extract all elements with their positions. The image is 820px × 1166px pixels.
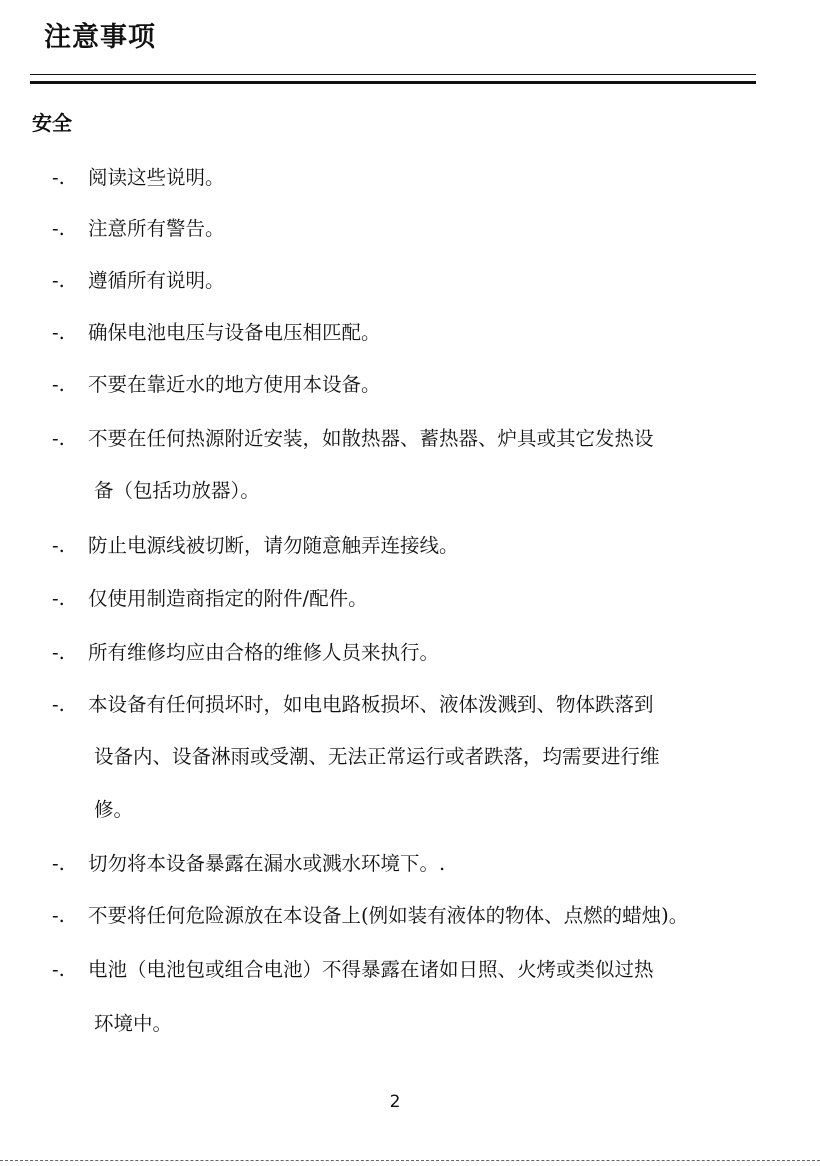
list-item (52, 370, 772, 400)
bullet-marker: -. (52, 641, 65, 664)
bullet-marker: -. (52, 166, 65, 189)
list-item-text: 所有维修均应由合格的维修人员来执行。 (88, 641, 440, 664)
list-item (52, 584, 772, 614)
bullet-marker: -. (52, 321, 65, 344)
bullet-marker: -. (52, 269, 65, 292)
list-item-text: 电池（电池包或组合电池）不得暴露在诸如日照、火烤或类似过热 (88, 958, 654, 981)
bullet-marker: -. (52, 217, 65, 240)
list-item (52, 424, 772, 454)
list-item-text: 不要在靠近水的地方使用本设备。 (88, 373, 381, 396)
bullet-marker: -. (52, 958, 65, 981)
list-item (52, 955, 772, 985)
list-item-text: 仅使用制造商指定的附件/配件。 (88, 587, 368, 610)
list-item-text: 确保电池电压与设备电压相匹配。 (88, 321, 381, 344)
list-item (52, 266, 772, 296)
list-item (52, 638, 772, 668)
bullet-marker: -. (52, 904, 65, 927)
bullet-marker: -. (52, 373, 65, 396)
list-item-text: 防止电源线被切断，请勿随意触弄连接线。 (88, 534, 459, 557)
list-item (52, 163, 772, 193)
list-item-text: 注意所有警告。 (88, 217, 225, 240)
list-item (52, 690, 772, 720)
bullet-marker: -. (52, 693, 65, 716)
list-item-text: 遵循所有说明。 (88, 269, 225, 292)
list-item (52, 214, 772, 244)
list-item-text: 阅读这些说明。 (88, 166, 225, 189)
list-item (52, 901, 772, 931)
bullet-marker: -. (52, 587, 65, 610)
list-item-text: 不要在任何热源附近安装，如散热器、蓄热器、炉具或其它发热设 (88, 427, 654, 450)
section-heading: 安全 (32, 111, 72, 135)
list-item (52, 318, 772, 348)
bullet-marker: -. (52, 427, 65, 450)
list-item-text: 本设备有任何损坏时，如电电路板损坏、液体泼溅到、物体跌落到 (88, 693, 654, 716)
bullet-marker: -. (52, 534, 65, 557)
list-item (52, 849, 772, 879)
page-bottom-edge (0, 1160, 820, 1161)
list-item (52, 531, 772, 561)
list-item-continuation: 修。 (94, 798, 134, 821)
list-item-text: 不要将任何危险源放在本设备上(例如装有液体的物体、点燃的蜡烛)。 (88, 904, 689, 927)
list-item-continuation: 环境中。 (94, 1012, 173, 1035)
page-title: 注意事项 (44, 22, 156, 53)
header-rule-thick (30, 81, 756, 84)
list-item-continuation: 设备内、设备淋雨或受潮、无法正常运行或者跌落，均需要进行维 (94, 745, 660, 768)
list-item-text: 切勿将本设备暴露在漏水或溅水环境下。. (88, 852, 446, 875)
bullet-marker: -. (52, 852, 65, 875)
list-item-continuation: 备（包括功放器）。 (94, 479, 260, 502)
page-number: 2 (389, 1092, 401, 1112)
header-rule-thin (30, 74, 756, 75)
